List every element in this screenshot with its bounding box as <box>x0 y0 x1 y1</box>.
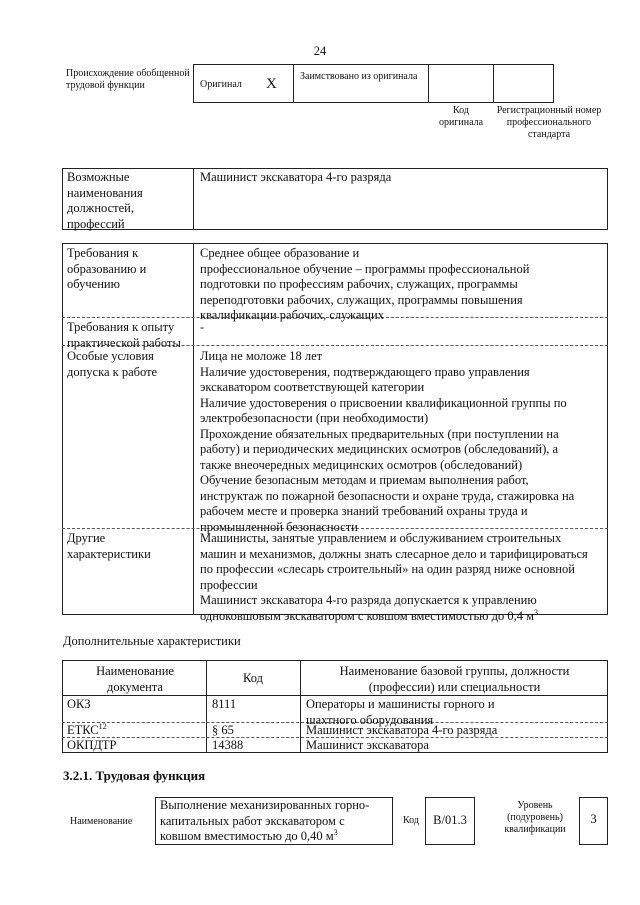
row-okz-name: Операторы и машинисты горного и шахтного оборудования <box>306 697 495 727</box>
origin-original: Оригинал <box>200 79 242 90</box>
qualification-level-label: Уровень (подуровень) квалификации <box>504 800 566 835</box>
row-okz-doc: ОКЗ <box>67 697 91 711</box>
row-okpdtr-name: Машинист экскаватора <box>306 738 429 752</box>
function-heading: 3.2.1. Трудовая функция <box>63 768 206 783</box>
function-code-value: B/01.3 <box>433 813 467 827</box>
other-characteristics-value: Машинисты, занятые управлением и обслуживанием строительных машин и механизмов, должны знать слесарное дело и тарифицироваться по профессии «слесарь строительный» на один разряд ниже основной профессии Машинист экскаватора 4-го разряда допускается к управлению одноковшовым экскаватором с ковшом вместимостью до 0,4 $м^3$ <box>200 531 588 623</box>
header-code: Код <box>243 671 263 685</box>
additional-title: Дополнительные характеристики <box>63 634 241 648</box>
other-characteristics-label: Другие характеристики <box>67 531 151 561</box>
function-code-label: Код <box>403 815 419 826</box>
experience-label: Требования к опыту практической работы <box>67 320 181 350</box>
education-value: Среднее общее образование и профессиональное обучение – программы профессиональной подготовки по профессиям рабочих, служащих, программы переподготовки рабочих, служащих, программы повышения квалификации рабочих, служащих <box>200 246 530 322</box>
row-okpdtr-doc: ОКПДТР <box>67 738 117 752</box>
header-doc-name: Наименование документа <box>96 664 174 694</box>
row-etks-doc: ЕТКС$^{12}$ <box>67 721 107 737</box>
code-original-caption: Код оригинала <box>438 105 484 128</box>
origin-label: Происхождение обобщенной трудовой функции <box>66 68 190 91</box>
origin-table <box>193 64 554 103</box>
page-number: 24 <box>313 44 327 58</box>
row-etks-name: Машинист экскаватора 4-го разряда <box>306 723 498 737</box>
row-okpdtr-code: 14388 <box>212 738 244 752</box>
positions-label: Возможные наименования должностей, профессий <box>67 170 143 231</box>
special-conditions-value: Лица не моложе 18 лет Наличие удостоверения, подтверждающего право управления экскаватором соответствующей категории Наличие удостоверения о присвоении квалификационной группы по электробезопасности (при необходимости) Прохождение обязательных предварительных (при поступлении на работу) и периодических медицинских осмотров (обследований), а также внеочередных медицинских осмотров (обследований) Обучение безопасным методам и приемам выполнения работ, инструктаж по пожарной безопасности и охране труда, стажировка на рабочем месте и проверка знаний требований охраны труда и промышленной безопасности <box>200 349 575 534</box>
education-label: Требования к образованию и обучению <box>67 246 147 291</box>
row-etks-code: § 65 <box>212 723 234 737</box>
header-group: Наименование базовой группы, должности (профессии) или специальности <box>339 664 570 694</box>
function-name-value: Выполнение механизированных горно- капитальных работ экскаватором с ковшом вместимостью до 0,40 $м^3$ <box>160 798 370 843</box>
positions-value: Машинист экскаватора 4-го разряда <box>200 170 392 184</box>
row-okz-code: 8111 <box>212 697 237 711</box>
qualification-level-value: 3 <box>590 812 597 826</box>
function-name-label: Наименование <box>70 816 133 827</box>
origin-borrowed: Заимствовано из оригинала <box>300 71 418 82</box>
experience-value: - <box>200 320 205 334</box>
reg-number-caption: Регистрационный номер профессионального стандарта <box>496 105 602 140</box>
origin-mark: X <box>266 76 277 92</box>
special-conditions-label: Особые условия допуска к работе <box>67 349 158 379</box>
